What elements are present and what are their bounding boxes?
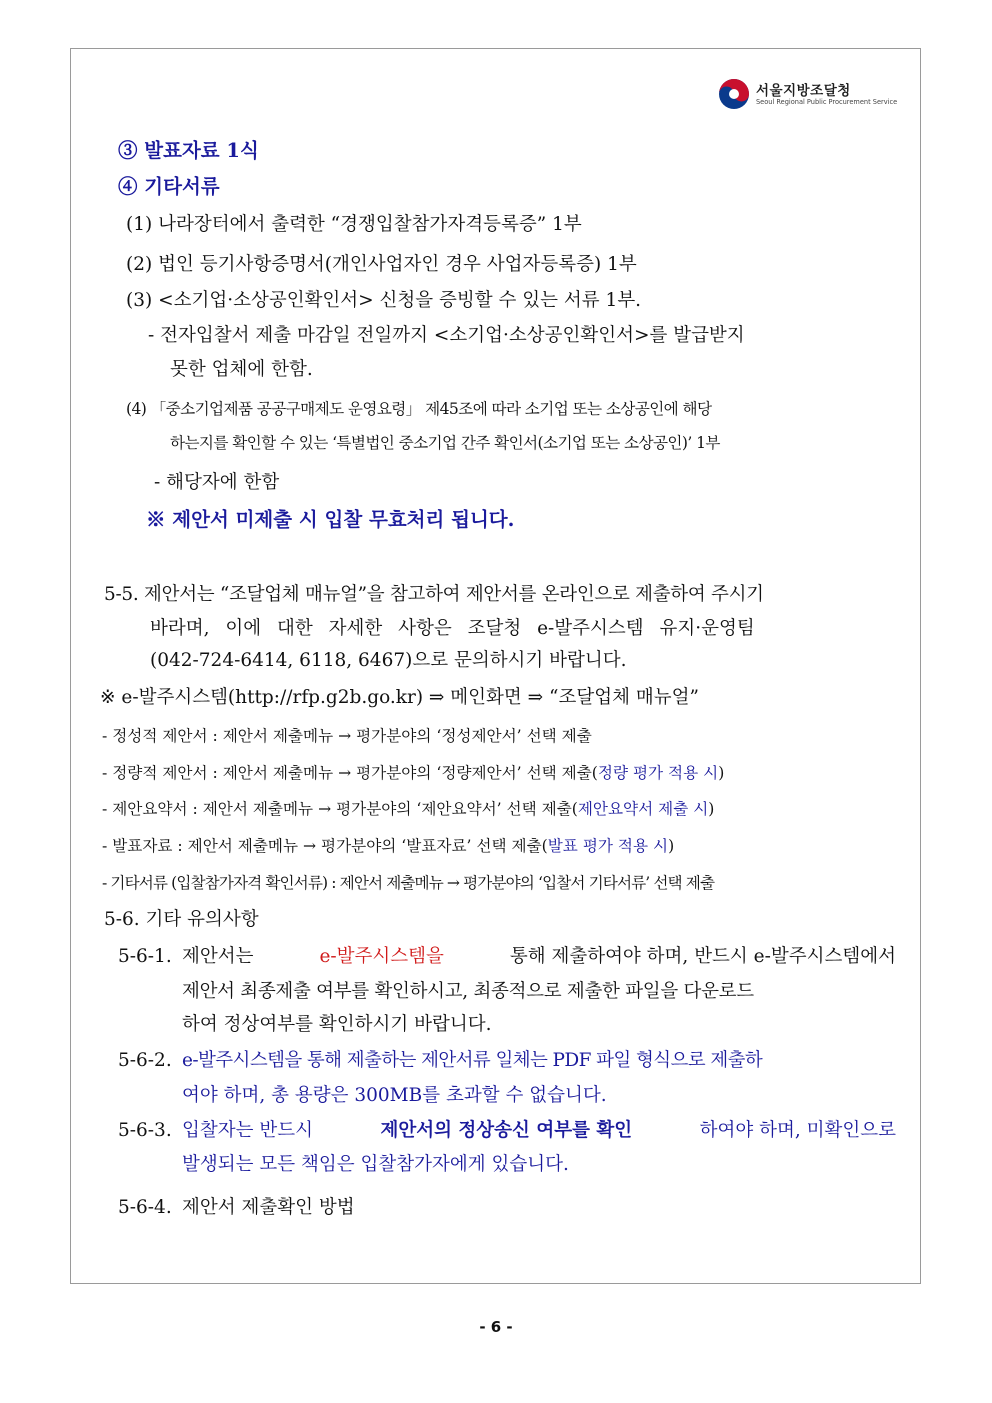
bullet-summary xyxy=(102,802,714,818)
note-5-6-2-number: 5-6-2. xyxy=(118,1050,172,1071)
doc-item-4-note: - 해당자에 한함 xyxy=(154,472,280,493)
note-5-6-3-line2: 발생되는 모든 책임은 입찰참가자에게 있습니다. xyxy=(182,1154,569,1175)
bullet-summary-condition: 제안요약서 제출 시 xyxy=(577,800,709,818)
bullet-summary-text: - 제안요약서 : 제안서 제출메뉴 → 평가분야의 ‘제안요약서’ 선택 제출( xyxy=(102,800,578,818)
bullet-quantitative xyxy=(102,766,724,782)
bullet-presentation xyxy=(102,839,674,855)
bullet-qualitative: - 정성적 제안서 : 제안서 제출메뉴 → 평가분야의 ‘정성제안서’ 선택 제출 xyxy=(102,727,592,745)
item-presentation: ③ 발표자료 1식 xyxy=(118,139,259,162)
item-other-docs: ④ 기타서류 xyxy=(118,175,220,198)
note-5-6-2-line2: 여야 하며, 총 용량은 300MB를 초과할 수 없습니다. xyxy=(182,1085,607,1106)
note-5-6-2: e-발주시스템을 통해 제출하는 제안서류 일체는 PDF 파일 형식으로 제출하 xyxy=(182,1050,763,1071)
section-5-5: 5-5. 제안서는 “조달업체 매뉴얼”을 참고하여 제안서를 온라인으로 제출하여 주시기 xyxy=(104,584,764,605)
doc-item-3: (3) <소기업·소상공인확인서> 신청을 증빙할 수 있는 서류 1부. xyxy=(126,290,642,311)
doc-item-1: (1) 나라장터에서 출력한 “경쟁입찰참가자격등록증” 1부 xyxy=(126,214,582,235)
page-number: - 6 - xyxy=(479,1318,513,1336)
bullet-quantitative-close: ) xyxy=(718,764,725,782)
taegeuk-emblem-icon xyxy=(718,78,750,110)
note-5-6-1-line3: 하여 정상여부를 확인하시기 바랍니다. xyxy=(182,1014,492,1035)
note-5-6-1 xyxy=(182,948,896,967)
org-logo xyxy=(718,78,898,112)
doc-item-4: (4) 「중소기업제품 공공구매제도 운영요령」 제45조에 따라 소기업 또는 소상공인에 해당 xyxy=(126,400,712,418)
bullet-presentation-condition: 발표 평가 적용 시 xyxy=(547,837,669,855)
bullet-other-docs: - 기타서류 (입찰참가자격 확인서류) : 제안서 제출메뉴 → 평가분야의 ‘입찰서 기타서류’ 선택 제출 xyxy=(102,874,715,892)
note-5-6-1-number: 5-6-1. xyxy=(118,946,172,967)
note-5-6-1-post: 통해 제출하여야 하며, 반드시 e-발주시스템에서 xyxy=(509,946,896,967)
note-5-6-4: 제안서 제출확인 방법 xyxy=(182,1197,355,1218)
note-5-6-3-pre: 입찰자는 반드시 xyxy=(182,1120,313,1141)
note-5-6-1-line2: 제안서 최종제출 여부를 확인하시고, 최종적으로 제출한 파일을 다운로드 xyxy=(182,981,754,1002)
bullet-quantitative-text: - 정량적 제안서 : 제안서 제출메뉴 → 평가분야의 ‘정량제안서’ 선택 제출( xyxy=(102,764,598,782)
section-5-5-contact: (042-724-6414, 6118, 6467)으로 문의하시기 바랍니다. xyxy=(150,650,627,671)
section-5-6-title: 5-6. 기타 유의사항 xyxy=(104,909,259,930)
note-5-6-3-post: 하여야 하며, 미확인으로 xyxy=(699,1120,896,1141)
bullet-quantitative-condition: 정량 평가 적용 시 xyxy=(597,764,719,782)
org-name: 서울지방조달청 xyxy=(756,83,851,99)
note-5-6-1-system: e-발주시스템을 xyxy=(319,946,444,967)
doc-item-4-cont: 하는지를 확인할 수 있는 ‘특별법인 중소기업 간주 확인서(소기업 또는 소상공인)’ 1부 xyxy=(170,434,720,452)
note-5-6-1-pre: 제안서는 xyxy=(182,946,254,967)
bullet-summary-close: ) xyxy=(708,800,715,818)
section-5-5-cont: 바라며, 이에 대한 자세한 사항은 조달청 e-발주시스템 유지·운영팀 xyxy=(150,618,755,639)
note-5-6-3-number: 5-6-3. xyxy=(118,1120,172,1141)
bullet-presentation-close: ) xyxy=(668,837,675,855)
bullet-presentation-text: - 발표자료 : 제안서 제출메뉴 → 평가분야의 ‘발표자료’ 선택 제출( xyxy=(102,837,548,855)
doc-item-3-note: - 전자입찰서 제출 마감일 전일까지 <소기업·소상공인확인서>를 발급받지 xyxy=(148,325,745,346)
warning-notice: ※ 제안서 미제출 시 입찰 무효처리 됩니다. xyxy=(146,508,515,531)
note-5-6-3-emphasis: 제안서의 정상송신 여부를 확인 xyxy=(380,1120,633,1141)
doc-item-3-note-cont: 못한 업체에 한함. xyxy=(170,359,313,380)
note-5-6-3 xyxy=(182,1122,896,1141)
note-5-6-4-number: 5-6-4. xyxy=(118,1197,172,1218)
org-name-en: Seoul Regional Public Procurement Service xyxy=(756,98,898,106)
doc-item-2: (2) 법인 등기사항증명서(개인사업자인 경우 사업자등록증) 1부 xyxy=(126,254,637,275)
system-note: ※ e-발주시스템(http://rfp.g2b.go.kr) ⇒ 메인화면 ⇒ “조달업체 매뉴얼” xyxy=(100,687,699,708)
